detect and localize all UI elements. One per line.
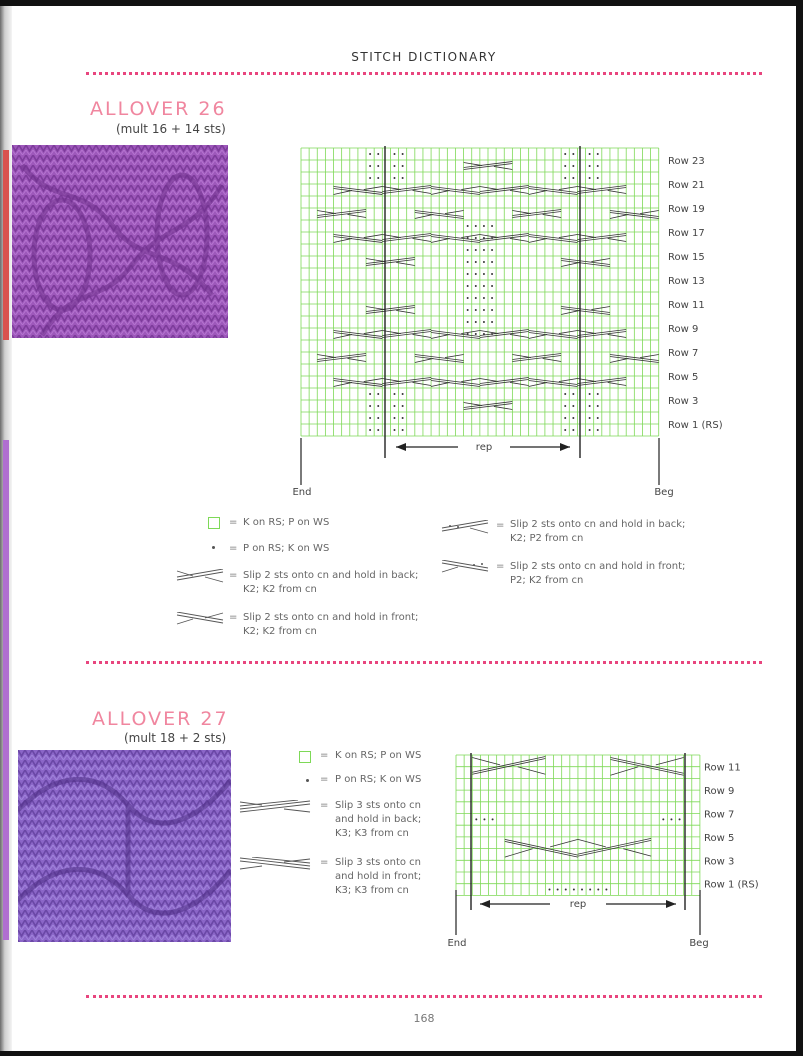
cable-3-front-symbol: [238, 857, 312, 871]
purl-dot: [597, 393, 599, 395]
purl-dot: [573, 889, 575, 891]
purl-dot: [605, 889, 607, 891]
purl-dot: [564, 153, 566, 155]
row-label: Row 13: [668, 276, 705, 287]
row-label: Row 7: [668, 348, 699, 359]
purl-dot: [564, 165, 566, 167]
cable-front-symbol: [175, 612, 225, 626]
purl-dot: [670, 818, 672, 820]
purl-dot: [572, 393, 574, 395]
row-label: Row 7: [704, 809, 735, 821]
purl-dot: [589, 429, 591, 431]
purl-dot: [589, 393, 591, 395]
purl-dot: [564, 393, 566, 395]
knit-swatch-photo: [18, 750, 231, 942]
key-knit-square: [299, 751, 311, 763]
purl-dot: [491, 333, 493, 335]
key-cable-back-purl-text: Slip 2 sts onto cn and hold in back; K2; P2 from cn: [510, 519, 686, 544]
purl-dot: [475, 285, 477, 287]
row-label: Row 1 (RS): [668, 420, 723, 431]
dotted-rule: [86, 661, 762, 664]
dotted-rule: [86, 995, 762, 998]
purl-dot: [564, 177, 566, 179]
pattern-title: ALLOVER 27: [92, 708, 229, 730]
purl-dot: [393, 405, 395, 407]
key-cable-front-text: Slip 2 sts onto cn and hold in front; K2; K2 from cn: [243, 612, 419, 637]
purl-dot: [377, 405, 379, 407]
end-label: End: [447, 938, 467, 949]
purl-dot: [483, 249, 485, 251]
cable-front-purl-symbol: [440, 560, 490, 574]
purl-dot: [491, 249, 493, 251]
key-cable-3-front-text: Slip 3 sts onto cn and hold in front; K3; K3 from cn: [335, 857, 422, 896]
purl-dot: [467, 309, 469, 311]
purl-dot: [572, 429, 574, 431]
purl-dot: [572, 153, 574, 155]
purl-dot: [475, 237, 477, 239]
purl-dot: [369, 177, 371, 179]
purl-dot: [369, 393, 371, 395]
book-spine-shadow: [0, 0, 12, 1056]
purl-dot: [597, 889, 599, 891]
purl-dot: [589, 153, 591, 155]
purl-dot: [491, 309, 493, 311]
key-knit-square: [208, 517, 220, 529]
purl-dot: [475, 333, 477, 335]
key-cable-back-text: Slip 2 sts onto cn and hold in back; K2; K2 from cn: [243, 570, 419, 595]
purl-dot: [402, 165, 404, 167]
purl-dot: [589, 405, 591, 407]
purl-dot: [377, 153, 379, 155]
purl-dot: [491, 225, 493, 227]
key-cable-front-purl-text: Slip 2 sts onto cn and hold in front; P2; K2 from cn: [510, 561, 686, 586]
pattern-multiple: (mult 16 + 14 sts): [116, 122, 226, 136]
purl-dot: [402, 177, 404, 179]
purl-dot: [589, 417, 591, 419]
pattern-title: ALLOVER 26: [90, 98, 227, 120]
purl-dot: [491, 321, 493, 323]
purl-dot: [483, 225, 485, 227]
purl-dot: [402, 153, 404, 155]
purl-dot: [564, 405, 566, 407]
purl-dot: [475, 249, 477, 251]
scan-border-right: [796, 0, 803, 1056]
purl-dot: [393, 177, 395, 179]
knit-swatch-photo: [12, 145, 228, 338]
row-label: Row 17: [668, 228, 705, 239]
purl-dot: [483, 261, 485, 263]
rep-label: rep: [475, 442, 493, 453]
row-label: Row 21: [668, 180, 705, 191]
row-label: Row 9: [668, 324, 699, 335]
row-label: Row 3: [704, 856, 735, 868]
page-number: 168: [413, 1012, 435, 1025]
row-label: Row 5: [704, 832, 735, 844]
purl-dot: [483, 309, 485, 311]
row-label: Row 5: [668, 372, 699, 383]
beg-label: Beg: [654, 487, 674, 498]
purl-dot: [597, 153, 599, 155]
purl-dot: [572, 165, 574, 167]
purl-dot: [467, 285, 469, 287]
purl-dot: [572, 417, 574, 419]
purl-dot: [393, 165, 395, 167]
chart-allover-26: [290, 140, 750, 500]
row-label: Row 9: [704, 786, 735, 798]
row-label: Row 3: [668, 396, 699, 407]
rep-label: rep: [569, 899, 587, 910]
cable-back-symbol: [175, 569, 225, 583]
purl-dot: [597, 405, 599, 407]
purl-dot: [491, 285, 493, 287]
purl-dot: [369, 405, 371, 407]
pattern-multiple: (mult 18 + 2 sts): [124, 731, 227, 745]
purl-dot: [483, 273, 485, 275]
purl-dot: [483, 321, 485, 323]
purl-dot: [589, 177, 591, 179]
cable-back-purl-symbol: [440, 520, 490, 534]
purl-dot: [377, 393, 379, 395]
purl-dot: [491, 237, 493, 239]
purl-dot: [467, 261, 469, 263]
row-label: Row 15: [668, 252, 705, 263]
purl-dot: [475, 309, 477, 311]
row-label: Row 11: [668, 300, 705, 311]
purl-dot: [548, 889, 550, 891]
purl-dot: [393, 429, 395, 431]
purl-dot: [393, 153, 395, 155]
row-label: Row 11: [704, 762, 741, 774]
purl-dot: [369, 417, 371, 419]
purl-dot: [402, 429, 404, 431]
purl-dot: [589, 165, 591, 167]
purl-dot: [475, 225, 477, 227]
purl-dot: [393, 417, 395, 419]
purl-dot: [679, 818, 681, 820]
purl-dot: [475, 273, 477, 275]
purl-dot: [402, 417, 404, 419]
purl-dot: [377, 177, 379, 179]
purl-dot: [467, 237, 469, 239]
purl-dot: [467, 297, 469, 299]
purl-dot: [377, 165, 379, 167]
purl-dot: [557, 889, 559, 891]
purl-dot: [402, 405, 404, 407]
purl-dot: [483, 297, 485, 299]
purl-dot: [475, 297, 477, 299]
purl-dot: [662, 818, 664, 820]
purl-dot: [393, 393, 395, 395]
scan-border-bottom: [0, 1051, 803, 1056]
purl-dot: [597, 417, 599, 419]
dotted-rule: [86, 72, 762, 75]
purl-dot: [369, 153, 371, 155]
purl-dot: [467, 225, 469, 227]
purl-dot: [597, 177, 599, 179]
purl-dot: [369, 429, 371, 431]
key-purl-dot: [212, 546, 215, 549]
key-knit-text: K on RS; P on WS: [243, 517, 330, 528]
end-label: End: [292, 487, 312, 498]
key-cable-3-back-text: Slip 3 sts onto cn and hold in back; K3; K3 from cn: [335, 800, 422, 839]
key-knit-text: K on RS; P on WS: [335, 750, 422, 761]
purl-dot: [475, 261, 477, 263]
purl-dot: [597, 165, 599, 167]
cable-symbol: [472, 757, 545, 775]
spine-color-strip: [3, 150, 9, 340]
purl-dot: [377, 429, 379, 431]
purl-dot: [483, 237, 485, 239]
purl-dot: [491, 273, 493, 275]
purl-dot: [491, 261, 493, 263]
purl-dot: [483, 333, 485, 335]
purl-dot: [369, 165, 371, 167]
purl-dot: [467, 321, 469, 323]
purl-dot: [572, 177, 574, 179]
cable-symbol: [578, 838, 651, 856]
purl-dot: [491, 297, 493, 299]
purl-dot: [492, 818, 494, 820]
row-label: Row 23: [668, 156, 705, 167]
purl-dot: [597, 429, 599, 431]
purl-dot: [402, 393, 404, 395]
purl-dot: [565, 889, 567, 891]
key-purl-text: P on RS; K on WS: [335, 774, 422, 785]
purl-dot: [572, 405, 574, 407]
spine-color-strip: [3, 440, 9, 940]
purl-dot: [483, 285, 485, 287]
purl-dot: [483, 818, 485, 820]
key-purl-dot: [306, 779, 309, 782]
beg-label: Beg: [689, 938, 709, 949]
purl-dot: [475, 818, 477, 820]
purl-dot: [564, 417, 566, 419]
chart-allover-27: [440, 745, 760, 955]
purl-dot: [475, 321, 477, 323]
key-purl-text: P on RS; K on WS: [243, 543, 330, 554]
running-head: STITCH DICTIONARY: [351, 50, 497, 64]
purl-dot: [467, 273, 469, 275]
purl-dot: [564, 429, 566, 431]
purl-dot: [581, 889, 583, 891]
purl-dot: [377, 417, 379, 419]
purl-dot: [467, 249, 469, 251]
purl-dot: [589, 889, 591, 891]
purl-dot: [467, 333, 469, 335]
cable-3-back-symbol: [238, 800, 312, 814]
scan-border-top: [0, 0, 803, 6]
row-label: Row 19: [668, 204, 705, 215]
row-label: Row 1 (RS): [704, 879, 759, 891]
